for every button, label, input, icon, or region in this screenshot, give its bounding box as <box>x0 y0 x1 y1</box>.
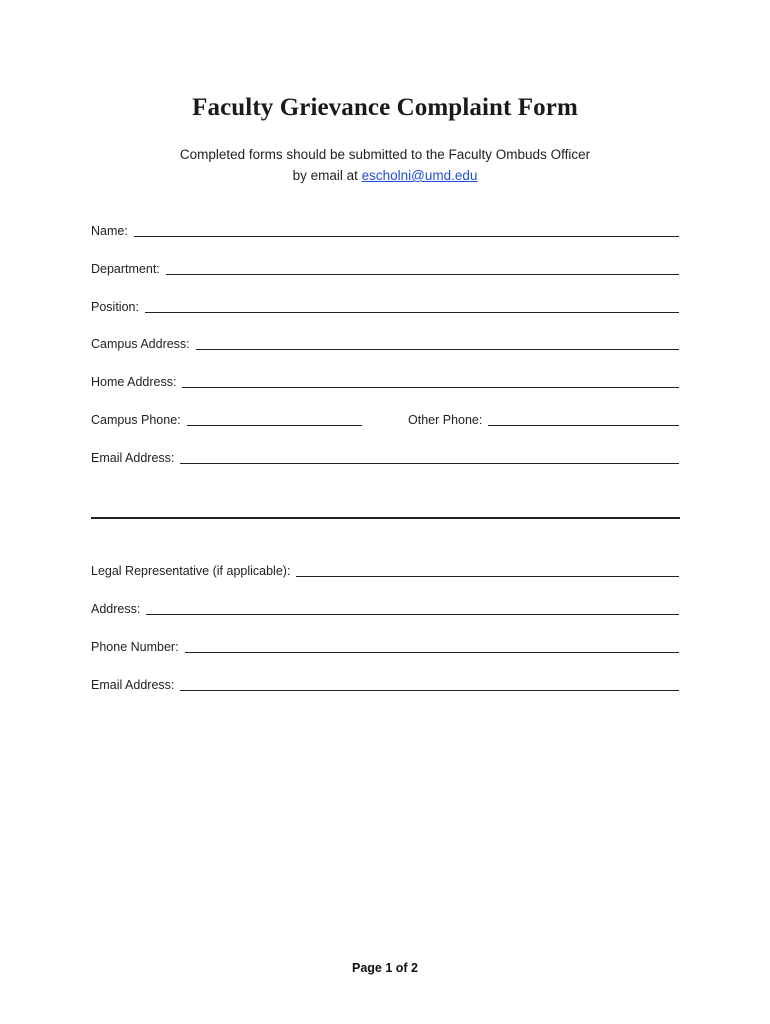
position-input-line[interactable] <box>145 312 679 313</box>
name-field <box>91 222 679 238</box>
name-label: Name: <box>91 224 128 238</box>
department-label: Department: <box>91 262 160 276</box>
section-divider <box>91 517 680 519</box>
rep-email-label: Email Address: <box>91 678 175 692</box>
department-field <box>91 260 679 276</box>
legal-representative-label: Legal Representative (if applicable): <box>91 564 291 578</box>
rep-phone-input-line[interactable] <box>185 652 679 653</box>
legal-representative-input-line[interactable] <box>296 576 679 577</box>
legal-representative-field <box>91 562 679 578</box>
home-address-field <box>91 373 679 389</box>
campus-phone-input-line[interactable] <box>187 425 362 426</box>
other-phone-label: Other Phone: <box>408 413 483 427</box>
other-phone-input-line[interactable] <box>488 425 679 426</box>
rep-address-input-line[interactable] <box>146 614 679 615</box>
home-address-label: Home Address: <box>91 375 177 389</box>
rep-address-label: Address: <box>91 602 141 616</box>
rep-phone-label: Phone Number: <box>91 640 179 654</box>
position-field <box>91 298 679 314</box>
home-address-input-line[interactable] <box>182 387 679 388</box>
campus-address-input-line[interactable] <box>196 349 679 350</box>
name-input-line[interactable] <box>134 236 679 237</box>
submission-email-prefix: by email at <box>292 168 362 183</box>
email-label: Email Address: <box>91 451 175 465</box>
page-number: Page 1 of 2 <box>352 961 418 975</box>
rep-address-field <box>91 600 679 616</box>
email-input-line[interactable] <box>180 463 679 464</box>
rep-phone-field <box>91 638 679 654</box>
ombuds-email-link[interactable]: escholni@umd.edu <box>361 168 478 183</box>
department-input-line[interactable] <box>166 274 679 275</box>
rep-email-input-line[interactable] <box>180 690 679 691</box>
campus-address-field <box>91 335 679 351</box>
campus-phone-label: Campus Phone: <box>91 413 181 427</box>
rep-email-field <box>91 676 679 692</box>
campus-address-label: Campus Address: <box>91 337 190 351</box>
campus-phone-field <box>91 411 362 427</box>
email-field <box>91 449 679 465</box>
page-title: Faculty Grievance Complaint Form <box>192 94 578 121</box>
submission-instructions: Completed forms should be submitted to the Faculty Ombuds Officer <box>179 147 591 162</box>
other-phone-field <box>408 411 679 427</box>
position-label: Position: <box>91 300 139 314</box>
submission-email-line <box>0 168 770 183</box>
